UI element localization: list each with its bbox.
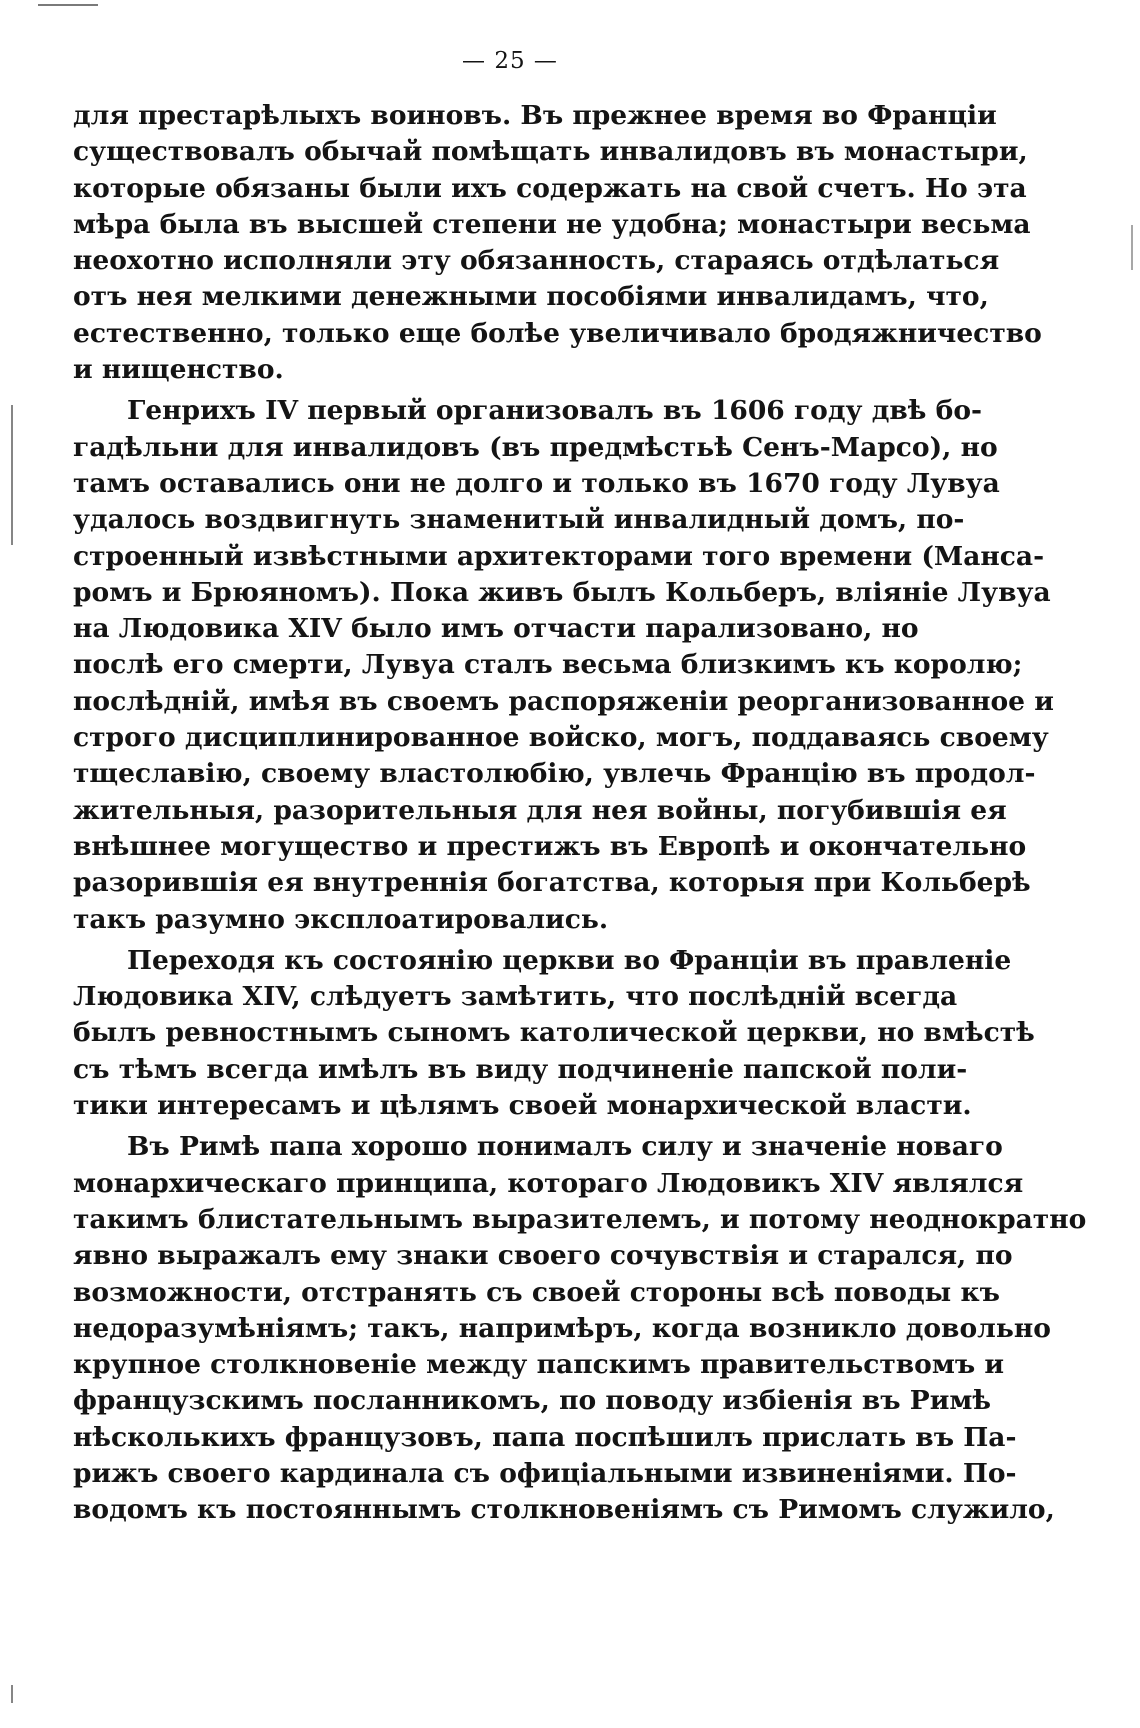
text-line: рижъ своего кардинала съ офиціальными извиненіями. По-	[73, 1457, 1017, 1489]
text-line: тщеславію, своему властолюбію, увлечь Францію въ продол-	[73, 758, 1036, 790]
text-line: такъ разумно эксплоатировались.	[73, 903, 609, 935]
text-line: недоразумѣніямъ; такъ, напримѣръ, когда возникло довольно	[73, 1312, 1051, 1344]
text-line: тики интересамъ и цѣлямъ своей монархической власти.	[73, 1090, 972, 1122]
text-line: строго дисциплинированное войско, могъ, поддаваясь своему	[73, 722, 1049, 754]
paragraph	[73, 98, 1042, 388]
text-line: которые обязаны были ихъ содержать на свой счетъ. Но эта	[73, 172, 1027, 204]
paragraph	[73, 393, 1054, 937]
text-line: естественно, только еще болѣе увеличивало бродяжничество	[73, 317, 1042, 349]
text-line: явно выражалъ ему знаки своего сочувствія и старался, по	[73, 1240, 1013, 1272]
text-line: послѣ его смерти, Лувуа сталъ весьма близкимъ къ королю;	[73, 649, 1023, 681]
text-line: жительныя, разорительныя для нея войны, погубившія ея	[73, 794, 1007, 826]
text-line: строенный извѣстными архитекторами того времени (Манса-	[73, 540, 1045, 572]
text-line: былъ ревностнымъ сыномъ католической церкви, но вмѣстѣ	[73, 1017, 1035, 1049]
scan-artifact-left	[11, 405, 13, 545]
text-line: крупное столкновеніе между папскимъ правительствомъ и	[73, 1349, 1005, 1381]
text-line: нѣсколькихъ французовъ, папа поспѣшилъ прислать въ Па-	[73, 1421, 1017, 1453]
text-line: и нищенство.	[73, 354, 284, 386]
text-line: съ тѣмъ всегда имѣлъ въ виду подчиненіе папской поли-	[73, 1053, 968, 1085]
text-line: водомъ къ постояннымъ столкновеніямъ съ Римомъ служило,	[73, 1494, 1055, 1526]
scan-artifact-left-bottom	[11, 1685, 13, 1703]
text-line: мѣра была въ высшей степени не удобна; монастыри весьма	[73, 208, 1031, 240]
text-line: на Людовика XIV было имъ отчасти парализовано, но	[73, 613, 919, 645]
text-line: Генрихъ IV первый организовалъ въ 1606 году двѣ бо-	[127, 395, 982, 427]
scan-artifact-right	[1131, 225, 1133, 270]
text-line: такимъ блистательнымъ выразителемъ, и потому неоднократно	[73, 1203, 1087, 1235]
text-line: неохотно исполняли эту обязанность, стараясь отдѣлаться	[73, 245, 1000, 277]
text-line: монархическаго принципа, котораго Людовикъ XIV являлся	[73, 1167, 1024, 1199]
text-line: тамъ оставались они не долго и только въ 1670 году Лувуа	[73, 467, 1000, 499]
text-line: Людовика XIV, слѣдуетъ замѣтить, что послѣдній всегда	[73, 981, 958, 1013]
text-line: ромъ и Брюяномъ). Пока живъ былъ Кольберъ, вліяніе Лувуа	[73, 576, 1051, 608]
text-line: удалось воздвигнуть знаменитый инвалидный домъ, по-	[73, 504, 965, 536]
scan-artifact-top	[38, 4, 98, 6]
text-line: послѣдній, имѣя въ своемъ распоряженіи реорганизованное и	[73, 685, 1054, 717]
paragraph	[73, 1129, 1087, 1528]
page-number: — 25 —	[462, 48, 558, 74]
text-line: для престарѣлыхъ воиновъ. Въ прежнее время во Франціи	[73, 100, 997, 131]
text-line: Переходя къ состоянію церкви во Франціи въ правленіе	[127, 944, 1012, 976]
body-text	[73, 98, 1087, 1529]
text-line: разорившія ея внутреннія богатства, которыя при Кольберѣ	[73, 867, 1031, 899]
text-line: отъ нея мелкими денежными пособіями инвалидамъ, что,	[73, 281, 989, 313]
text-line: гадѣльни для инвалидовъ (въ предмѣстьѣ Сенъ-Марсо), но	[73, 431, 998, 463]
text-line: внѣшнее могущество и престижъ въ Европѣ и окончательно	[73, 830, 1027, 862]
paragraph	[73, 943, 1035, 1124]
text-line: Въ Римѣ папа хорошо понималъ силу и значеніе новаго	[127, 1131, 1003, 1163]
text-line: французскимъ посланникомъ, по поводу избіенія въ Римѣ	[73, 1385, 992, 1417]
text-line: возможности, отстранять съ своей стороны всѣ поводы къ	[73, 1276, 1000, 1308]
text-line: существовалъ обычай помѣщать инвалидовъ въ монастыри,	[73, 136, 1028, 168]
